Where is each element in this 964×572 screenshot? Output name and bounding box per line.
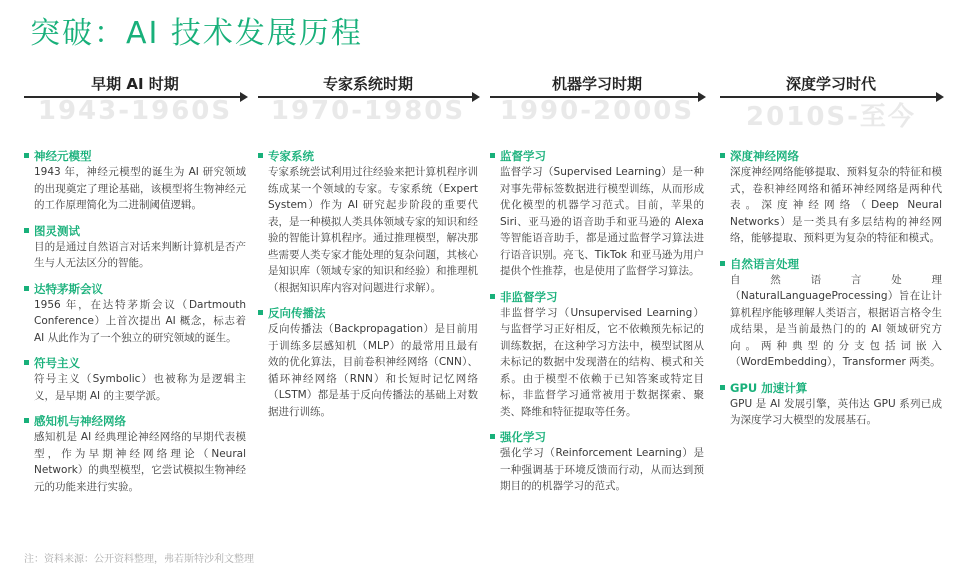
section-supervised bbox=[490, 148, 704, 280]
bullet-square-icon bbox=[24, 286, 29, 291]
timeline-column-early-ai bbox=[24, 68, 246, 538]
section-title: GPU 加速计算 bbox=[730, 380, 808, 395]
page-title: 突破：AI 技术发展历程 bbox=[30, 16, 363, 51]
bullet-square-icon bbox=[720, 153, 725, 158]
bullet-square-icon bbox=[720, 261, 725, 266]
section-expert-system bbox=[258, 148, 478, 296]
section-title: 感知机与神经网络 bbox=[34, 414, 126, 428]
section-unsupervised bbox=[490, 289, 704, 421]
section-body: 强化学习（Reinforcement Learning）是一种强调基于环境反馈而行动，从而达到预期目的的机器学习的范式。 bbox=[500, 447, 704, 492]
bullet-square-icon bbox=[24, 360, 29, 365]
bullet-square-icon bbox=[490, 434, 495, 439]
section-perceptron bbox=[24, 413, 246, 495]
column-period: 1970-1980S bbox=[270, 96, 466, 126]
column-header bbox=[720, 68, 942, 148]
bullet-square-icon bbox=[24, 228, 29, 233]
section-dartmouth bbox=[24, 281, 246, 347]
column-header bbox=[490, 68, 704, 148]
section-body: 符号主义（Symbolic）也被称为是逻辑主义，是早期 AI 的主要学派。 bbox=[34, 373, 246, 402]
section-turing-test bbox=[24, 223, 246, 272]
section-title: 专家系统 bbox=[268, 149, 314, 163]
bullet-square-icon bbox=[490, 153, 495, 158]
section-title: 神经元模型 bbox=[34, 149, 92, 163]
column-title: 早期 AI 时期 bbox=[91, 75, 179, 93]
column-title: 专家系统时期 bbox=[322, 75, 413, 93]
section-body: GPU 是 AI 发展引擎，英伟达 GPU 系列已成为深度学习大模型的发展基石。 bbox=[730, 397, 942, 426]
section-title: 达特茅斯会议 bbox=[34, 281, 103, 296]
section-neuron-model bbox=[24, 148, 246, 214]
column-title: 机器学习时期 bbox=[551, 75, 642, 93]
bullet-square-icon bbox=[490, 294, 495, 299]
section-body: 自然语言处理（NaturalLanguageProcessing）旨在让计算机程序能够理解人类语言，根据语言格令生成结果，是当前最热门的的 AI 领域研究方向。两种典型的分支包括词嵌入（WordEmbedding），Transformer 两类。 bbox=[730, 273, 942, 368]
section-title: 反向传播法 bbox=[268, 306, 326, 320]
timeline-column-machine-learning bbox=[490, 68, 704, 538]
section-title: 非监督学习 bbox=[500, 289, 558, 304]
section-body: 专家系统尝试利用过往经验来把计算机程序训练成某一个领域的专家。专家系统（Expert System）作为 AI 研究起步阶段的重要代表，是一种模拟人类具体领域专家的知识和经验的智能计算机程序。通过推理模型，解决那些需要人类专家才能处理的复杂问题，其核心是知识库（领域专家的知识和经验）和推理机（根据知识库内容对问题进行求解）。 bbox=[268, 166, 478, 294]
section-reinforcement bbox=[490, 429, 704, 495]
section-title: 深度神经网络 bbox=[730, 149, 799, 163]
column-header bbox=[258, 68, 478, 148]
column-period: 1990-2000S bbox=[499, 96, 695, 126]
section-title: 图灵测试 bbox=[34, 223, 80, 238]
timeline-column-expert-systems bbox=[258, 68, 478, 538]
column-period: 1943-1960S bbox=[37, 96, 233, 126]
section-deep-neural-networks bbox=[720, 148, 942, 247]
section-body: 1943 年，神经元模型的诞生为 AI 研究领域的出现奠定了理论基础，该模型将生物神经元的工作原理简化为二进制阈值逻辑。 bbox=[34, 166, 246, 211]
section-backpropagation bbox=[258, 305, 478, 420]
section-body: 1956 年，在达特茅斯会议（Dartmouth Conference）上首次提出 AI 概念，标志着 AI 从此作为了一个独立的研究领域的诞生。 bbox=[34, 298, 246, 344]
section-gpu bbox=[720, 380, 942, 429]
column-title: 深度学习时代 bbox=[785, 75, 876, 93]
bullet-square-icon bbox=[258, 153, 263, 158]
section-body: 反向传播法（Backpropagation）是目前用于训练多层感知机（MLP）的最常用且最有效的优化算法，目前卷积神经网络（CNN）、循环神经网络（RNN）和长短时记忆网络（LSTM）都是基于反向传播法的基础上对数据进行训练。 bbox=[268, 323, 478, 418]
column-header bbox=[24, 68, 246, 148]
section-symbolism bbox=[24, 355, 246, 404]
bullet-square-icon bbox=[720, 385, 725, 390]
section-title: 强化学习 bbox=[500, 430, 546, 444]
section-body: 深度神经网络能够提取、预料复杂的特征和模式，卷积神经网络和循环神经网络是两种代表。深度神经网络（Deep Neural Networks）是一类具有多层结构的神经网络，能够提取、预料更为复杂的特征和模式。 bbox=[730, 166, 942, 244]
section-body: 感知机是 AI 经典理论神经网络的早期代表模型，作为早期神经网络理论（Neural Network）的典型模型，它尝试模拟生物神经元的功能来进行实验。 bbox=[34, 431, 246, 493]
bullet-square-icon bbox=[258, 310, 263, 315]
section-body: 非监督学习（Unsupervised Learning）与监督学习正好相反，它不依赖预先标记的训练数据，在这种学习方法中，模型试图从未标记的数据中发现潜在的结构、模式和关系。由于模型不依赖于已知答案或特定目标，非监督学习通常被用于数据探索、聚类、降维和特征提取等任务。 bbox=[500, 306, 704, 418]
section-nlp bbox=[720, 256, 942, 371]
bullet-square-icon bbox=[24, 418, 29, 423]
section-title: 符号主义 bbox=[34, 356, 80, 370]
source-footnote: 注：资料来源：公开资料整理，弗若斯特沙利文整理 bbox=[24, 554, 254, 565]
section-body: 监督学习（Supervised Learning）是一种对事先带标签数据进行模型训练，从而形成优化模型的机器学习范式。目前，苹果的 Siri、亚马逊的语音助手和亚马逊的 Alexa 等智能语音助手，都是通过监督学习算法进行语音识别。亮飞、TikTok 和亚马逊为用户提供个性推荐，也是使用了监督学习算法。 bbox=[500, 166, 704, 277]
bullet-square-icon bbox=[24, 153, 29, 158]
section-title: 自然语言处理 bbox=[730, 256, 799, 271]
section-title: 监督学习 bbox=[500, 149, 546, 163]
column-period: 2010S-至今 bbox=[746, 102, 916, 132]
section-body: 目的是通过自然语言对话来判断计算机是否产生与人无法区分的智能。 bbox=[34, 240, 246, 269]
timeline-column-deep-learning bbox=[720, 68, 942, 538]
